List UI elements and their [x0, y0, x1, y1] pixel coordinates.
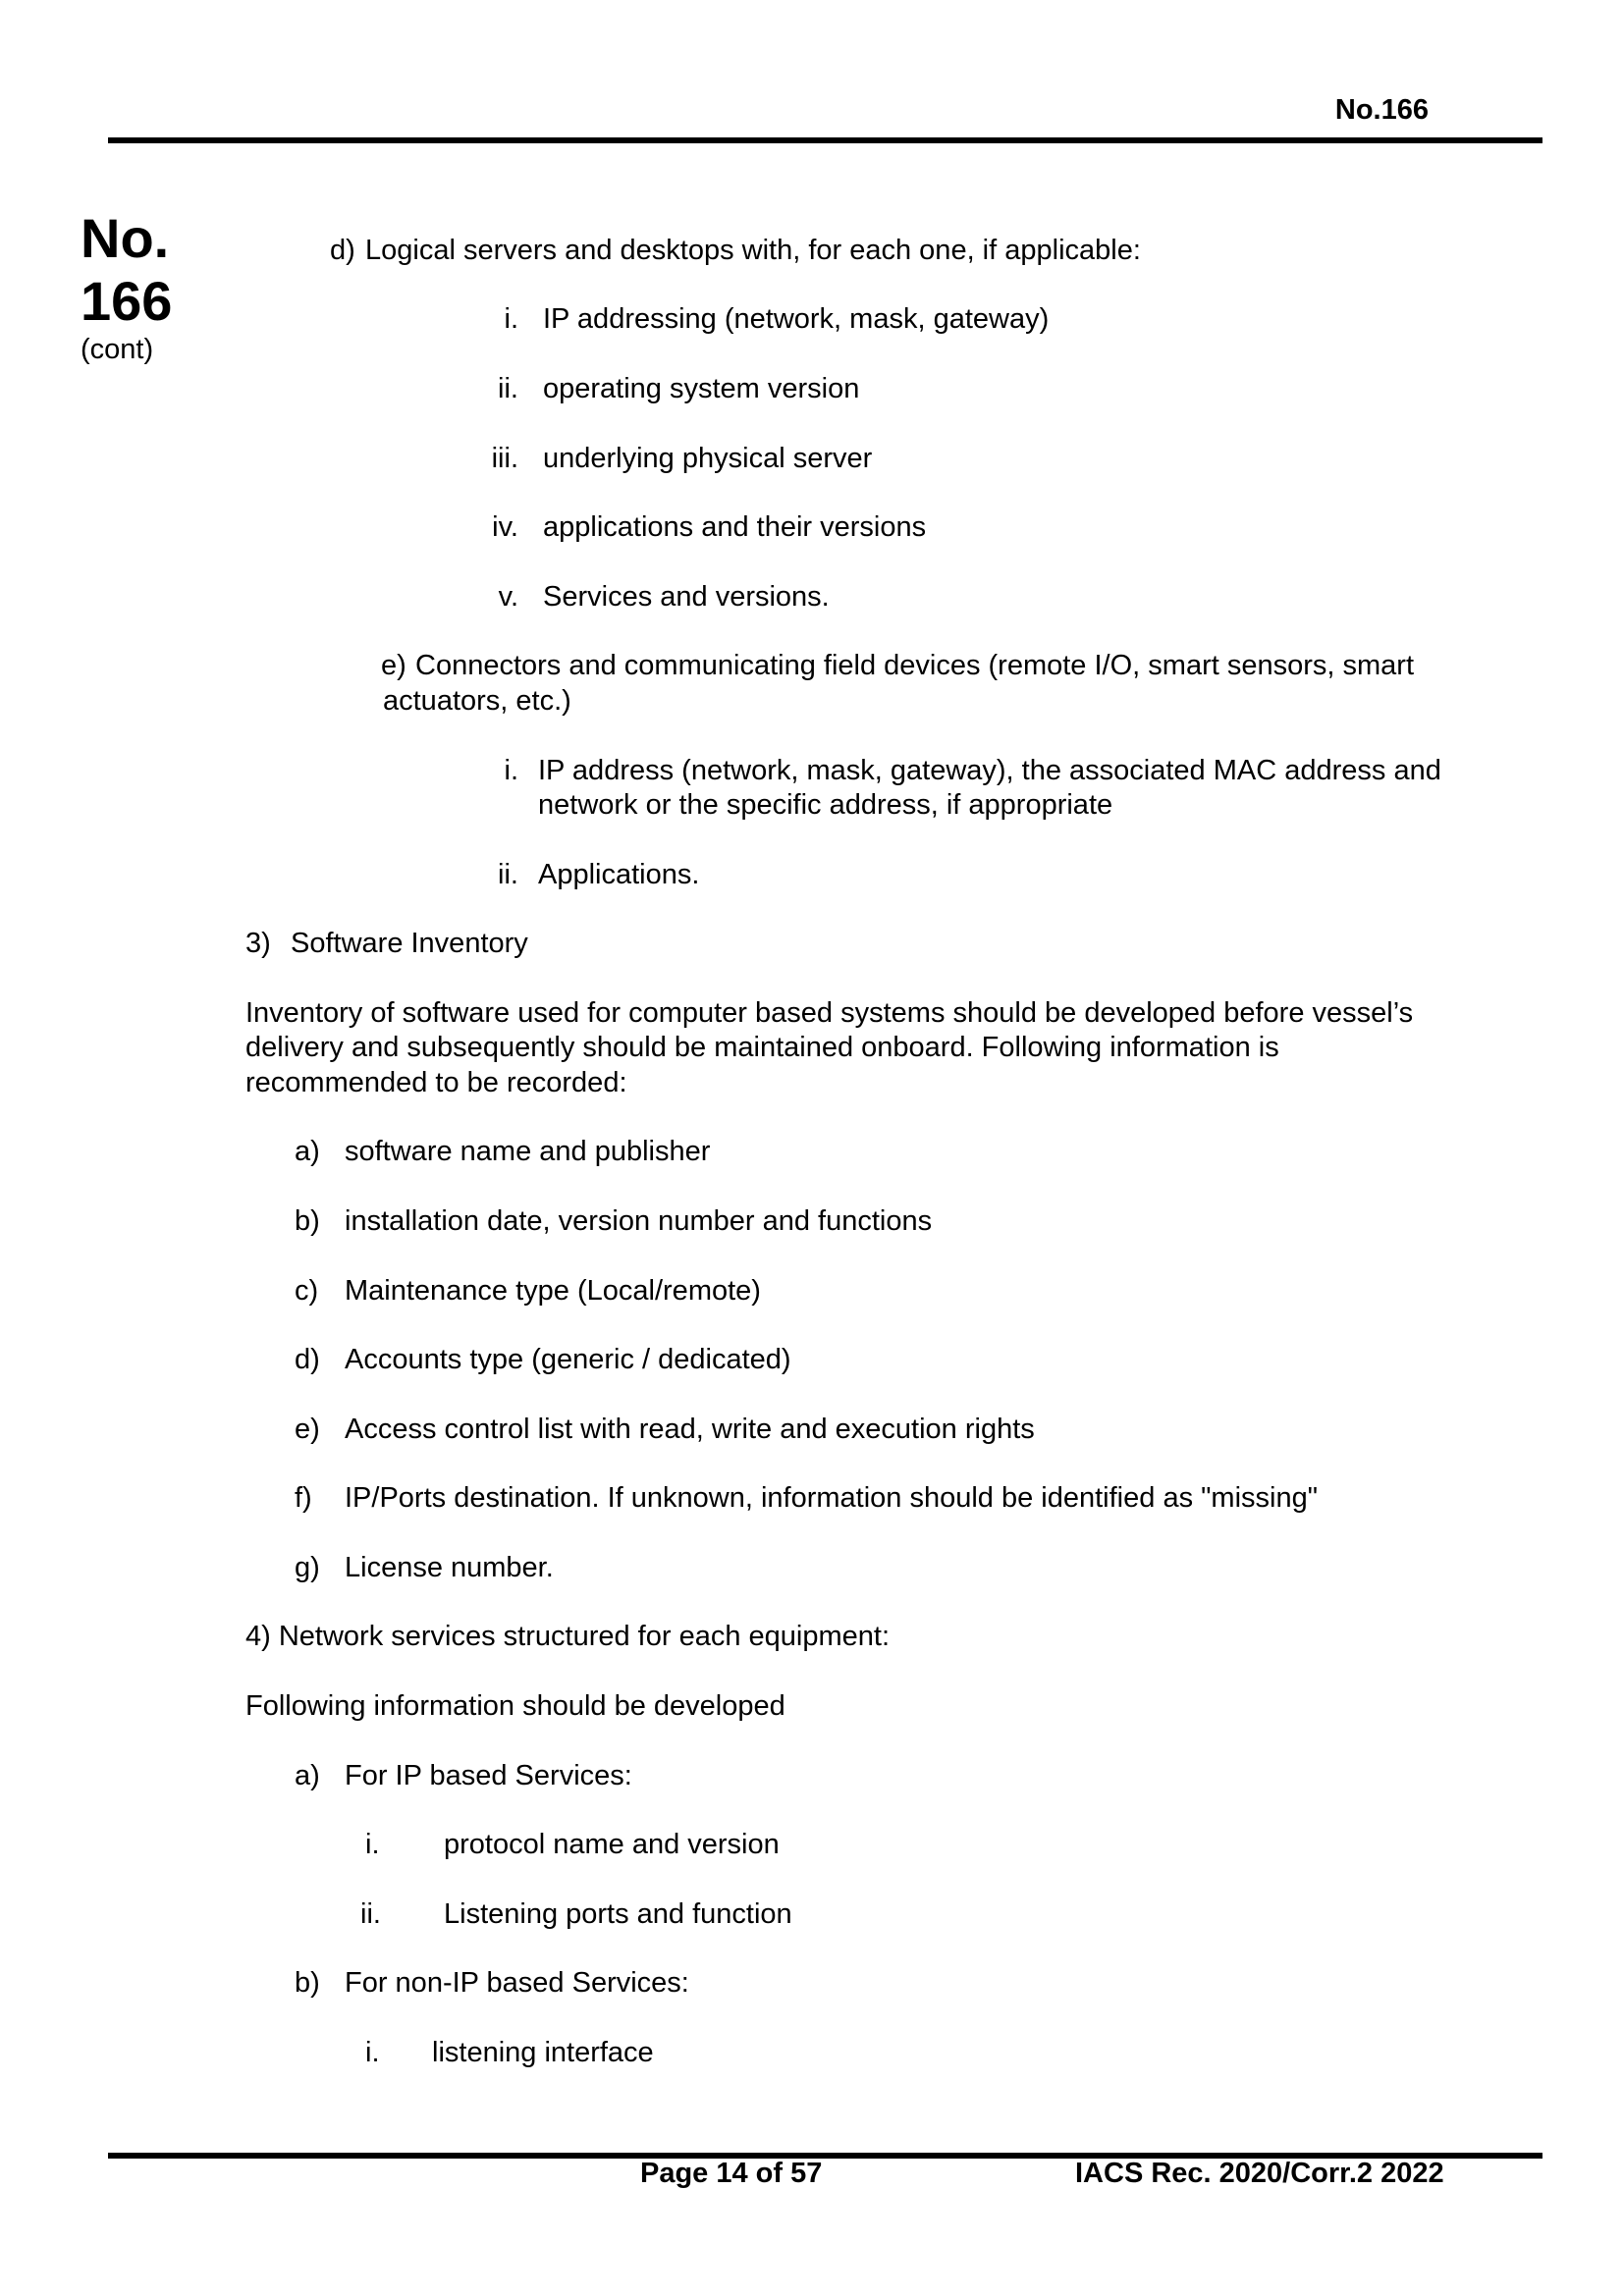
- sublist-marker: ii.: [360, 1898, 381, 1930]
- sublist-text: IP addressing (network, mask, gateway): [543, 303, 1050, 335]
- side-label-number: 166: [81, 270, 173, 332]
- list-item-text: Access control list with read, write and execution rights: [345, 1414, 1035, 1445]
- list-item-marker: b): [295, 1967, 320, 1999]
- sublist-text: listening interface: [432, 2037, 654, 2068]
- list-item-marker: e): [295, 1414, 320, 1445]
- document-number-header: No.166: [1334, 94, 1429, 126]
- list-item-text: Maintenance type (Local/remote): [345, 1275, 761, 1307]
- sublist-text: applications and their versions: [543, 511, 927, 543]
- sublist-marker: i.: [504, 755, 518, 786]
- paragraph-line: Inventory of software used for computer based systems should be developed before vessel’s: [245, 997, 1414, 1029]
- header-rule: [108, 137, 1542, 143]
- footer-reference: IACS Rec. 2020/Corr.2 2022: [1075, 2158, 1444, 2189]
- list-item-marker: a): [295, 1136, 320, 1167]
- section-marker: 3): [245, 928, 271, 959]
- list-item-text: License number.: [345, 1552, 554, 1583]
- sublist-text: Services and versions.: [543, 581, 830, 613]
- list-item-text: For IP based Services:: [345, 1760, 632, 1791]
- list-item-marker: d): [295, 1344, 320, 1375]
- list-item-marker: g): [295, 1552, 320, 1583]
- list-item-text: installation date, version number and functions: [345, 1205, 933, 1237]
- list-item-marker: d): [330, 235, 355, 266]
- list-item-text: IP/Ports destination. If unknown, information should be identified as "missing": [345, 1482, 1319, 1514]
- list-item-text: software name and publisher: [345, 1136, 711, 1167]
- paragraph-line: delivery and subsequently should be maintained onboard. Following information is: [245, 1032, 1279, 1063]
- list-item-text: Accounts type (generic / dedicated): [345, 1344, 791, 1375]
- sublist-marker: iv.: [492, 511, 518, 543]
- list-item-marker: e): [381, 650, 406, 681]
- sublist-marker: i.: [365, 1829, 380, 1860]
- sublist-marker: ii.: [498, 859, 518, 890]
- sublist-text: underlying physical server: [543, 443, 873, 474]
- section-heading: Software Inventory: [291, 928, 528, 959]
- list-item-marker: c): [295, 1275, 319, 1307]
- side-label-cont: (cont): [81, 334, 154, 365]
- paragraph-line: Following information should be developed: [245, 1690, 785, 1722]
- sublist-text: IP address (network, mask, gateway), the associated MAC address and: [538, 755, 1441, 786]
- section-heading: 4) Network services structured for each equipment:: [245, 1621, 890, 1652]
- sublist-marker: v.: [498, 581, 518, 613]
- list-item-text: Logical servers and desktops with, for each one, if applicable:: [365, 235, 1141, 266]
- side-label-no: No.: [81, 207, 170, 269]
- sublist-marker: ii.: [498, 373, 518, 404]
- sublist-text: protocol name and version: [444, 1829, 780, 1860]
- sublist-text: Applications.: [538, 859, 700, 890]
- sublist-marker: iii.: [491, 443, 518, 474]
- list-item-text: Connectors and communicating field devices (remote I/O, smart sensors, smart: [415, 650, 1414, 681]
- list-item-text: For non-IP based Services:: [345, 1967, 689, 1999]
- list-item-text-continued: actuators, etc.): [383, 685, 571, 717]
- page-number: Page 14 of 57: [640, 2158, 823, 2189]
- paragraph-line: recommended to be recorded:: [245, 1067, 627, 1098]
- list-item-marker: f): [295, 1482, 312, 1514]
- sublist-text-continued: network or the specific address, if appropriate: [538, 789, 1113, 821]
- sublist-text: Listening ports and function: [444, 1898, 792, 1930]
- list-item-marker: a): [295, 1760, 320, 1791]
- sublist-marker: i.: [365, 2037, 380, 2068]
- sublist-marker: i.: [504, 303, 518, 335]
- list-item-marker: b): [295, 1205, 320, 1237]
- sublist-text: operating system version: [543, 373, 860, 404]
